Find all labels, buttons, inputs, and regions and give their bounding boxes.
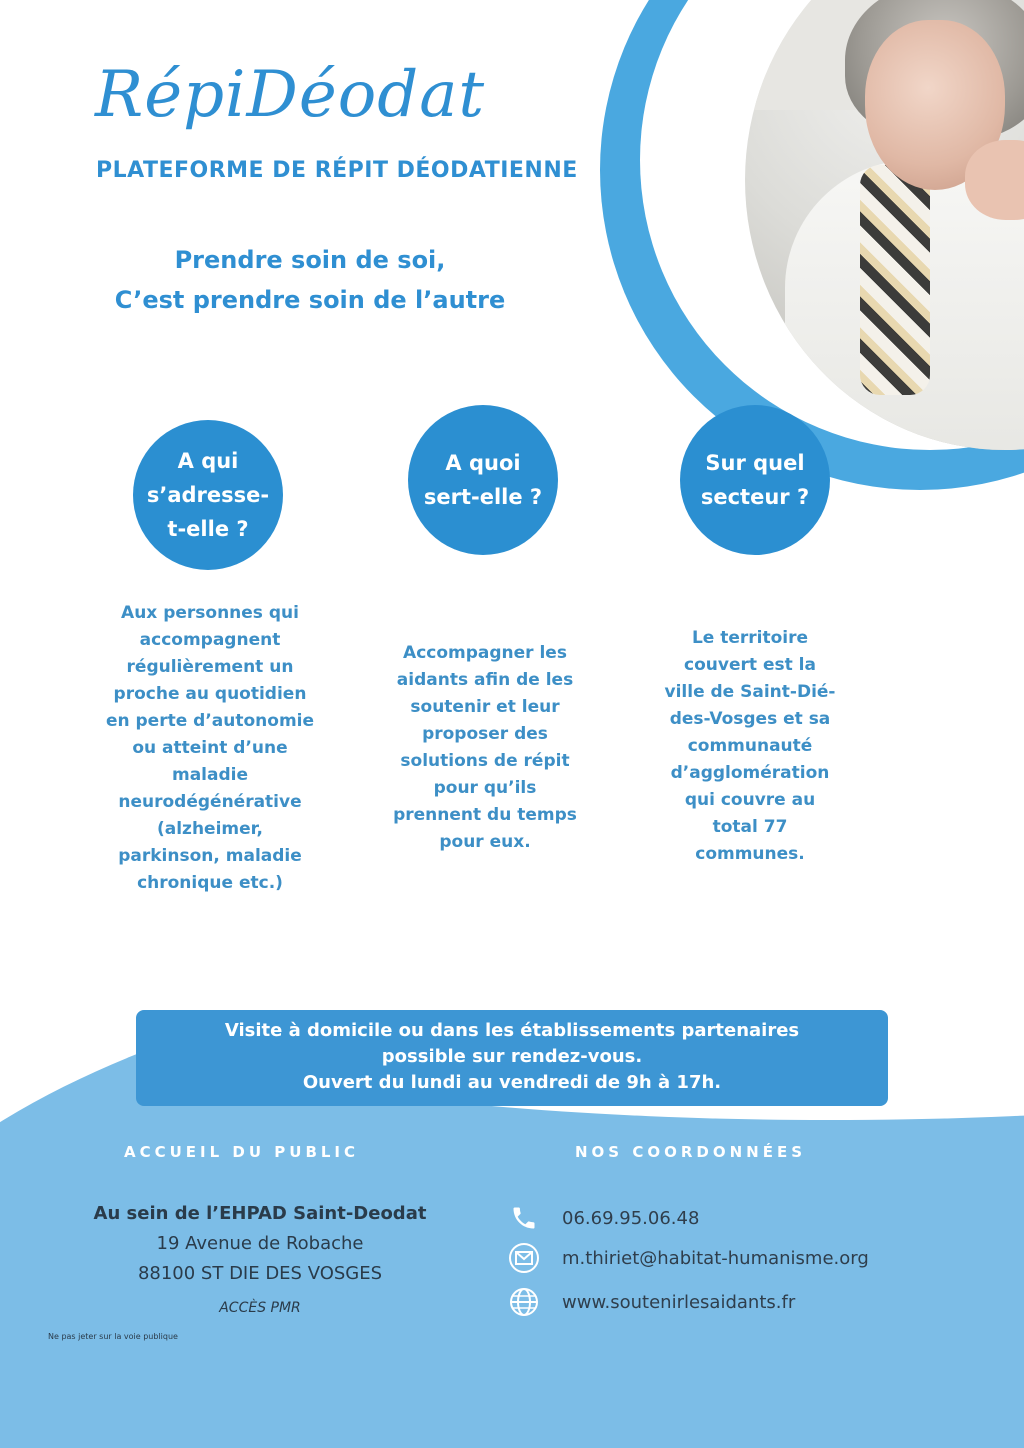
logo-text: RépiDéodat xyxy=(95,58,486,132)
answer-line: proche au quotidien xyxy=(113,684,307,704)
answer-line: accompagnent xyxy=(139,630,281,650)
answer-line: soutenir et leur xyxy=(410,697,560,717)
answer-line: communauté xyxy=(687,736,813,756)
email-address[interactable]: m.thiriet@habitat-humanisme.org xyxy=(562,1247,869,1269)
question-line: t-elle ? xyxy=(167,517,249,541)
answer-line: total 77 xyxy=(712,817,788,837)
answer-line: ou atteint d’une xyxy=(132,738,288,758)
answer-line: proposer des xyxy=(422,724,548,744)
answer-line: des-Vosges et sa xyxy=(669,709,831,729)
mail-icon xyxy=(508,1242,540,1274)
address-city: 88100 ST DIE DES VOSGES xyxy=(137,1263,383,1284)
question-line: A quoi xyxy=(445,451,521,475)
answer-line: couvert est la xyxy=(684,655,816,675)
answer-line: pour eux. xyxy=(439,832,531,852)
question-line: secteur ? xyxy=(700,485,810,509)
question-line: Sur quel xyxy=(705,451,805,475)
phone-number[interactable]: 06.69.95.06.48 xyxy=(562,1207,700,1229)
address-name: Au sein de l’EHPAD Saint-Deodat xyxy=(93,1203,427,1224)
footnote: Ne pas jeter sur la voie publique xyxy=(48,1332,178,1341)
tagline-line-1: Prendre soin de soi, xyxy=(174,246,446,274)
access-pmr: ACCÈS PMR xyxy=(219,1300,301,1316)
answer-line: d’agglomération xyxy=(670,763,830,783)
globe-icon xyxy=(508,1286,540,1318)
answer-line: maladie xyxy=(171,765,248,785)
tagline-line-2: C’est prendre soin de l’autre xyxy=(114,286,506,314)
info-line: Visite à domicile ou dans les établissements partenaires xyxy=(224,1020,800,1041)
answer-line: neurodégénérative xyxy=(118,792,302,812)
question-circle-who xyxy=(133,420,283,570)
answer-line: Aux personnes qui xyxy=(121,603,299,623)
answer-what xyxy=(365,640,605,856)
phone-icon xyxy=(508,1202,540,1234)
accueil-title: ACCUEIL DU PUBLIC xyxy=(124,1143,360,1161)
question-line: sert-elle ? xyxy=(423,485,543,509)
subtitle: PLATEFORME DE RÉPIT DÉODATIENNE xyxy=(96,158,578,183)
info-line: possible sur rendez-vous. xyxy=(381,1046,643,1067)
contact-phone[interactable] xyxy=(508,1200,699,1236)
portrait-photo xyxy=(745,0,1024,450)
visit-info-box xyxy=(136,1010,888,1106)
answer-line: régulièrement un xyxy=(126,657,294,677)
question-line: s’adresse- xyxy=(146,483,270,507)
answer-who xyxy=(90,600,330,897)
contact-website[interactable] xyxy=(508,1284,795,1320)
answer-line: qui couvre au xyxy=(684,790,816,810)
answer-line: en perte d’autonomie xyxy=(105,711,315,731)
coordonnees-title: NOS COORDONNÉES xyxy=(575,1143,806,1161)
answer-line: Accompagner les xyxy=(403,643,567,663)
info-line: Ouvert du lundi au vendredi de 9h à 17h. xyxy=(302,1072,722,1093)
contact-email[interactable] xyxy=(508,1240,869,1276)
tagline xyxy=(95,240,525,320)
question-circle-what xyxy=(408,405,558,555)
answer-line: (alzheimer, xyxy=(156,819,263,839)
answer-line: ville de Saint-Dié- xyxy=(664,682,836,702)
answer-line: chronique etc.) xyxy=(137,873,283,893)
answer-line: parkinson, maladie xyxy=(118,846,302,866)
question-circle-where xyxy=(680,405,830,555)
answer-where xyxy=(630,625,870,868)
address-street: 19 Avenue de Robache xyxy=(156,1233,364,1254)
answer-line: pour qu’ils xyxy=(433,778,537,798)
answer-line: solutions de répit xyxy=(400,751,570,771)
answer-line: communes. xyxy=(695,844,805,864)
answer-line: prennent du temps xyxy=(393,805,577,825)
website-link[interactable]: www.soutenirlesaidants.fr xyxy=(562,1291,796,1313)
answer-line: Le territoire xyxy=(691,628,809,648)
answer-line: aidants afin de les xyxy=(396,670,574,690)
question-line: A qui xyxy=(177,449,239,473)
